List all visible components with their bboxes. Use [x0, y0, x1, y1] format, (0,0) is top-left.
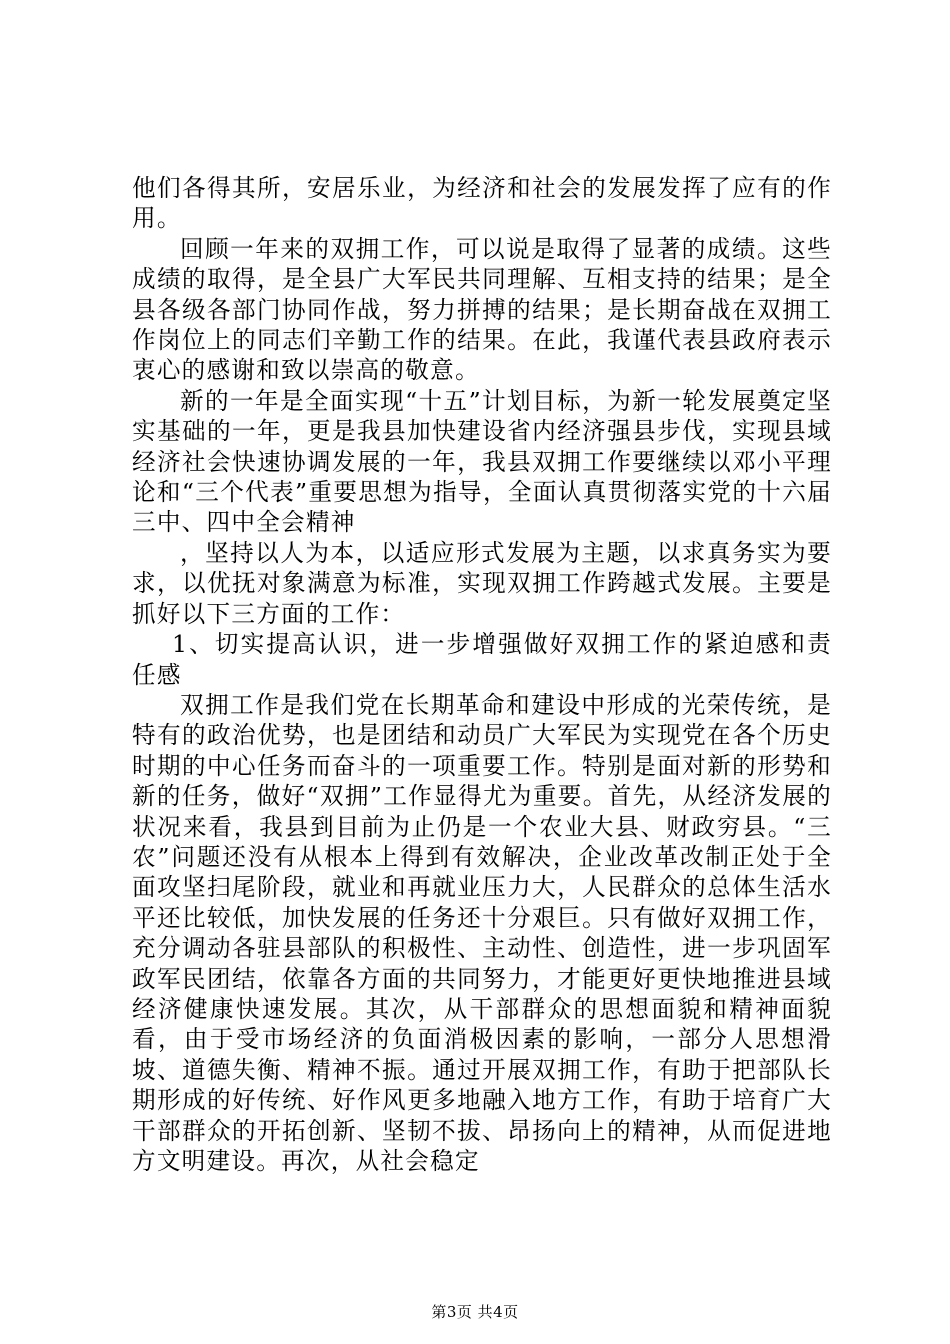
- section-heading-1: 1、切实提高认识，进一步增强做好双拥工作的紧迫感和责任感: [132, 630, 832, 689]
- paragraph-principles: ，坚持以人为本，以适应形式发展为主题，以求真务实为要求，以优抚对象满意为标准，实现双拥工作跨越式发展。主要是抓好以下三方面的工作：: [132, 538, 832, 628]
- page-number-footer: 第3页 共4页: [431, 1303, 519, 1321]
- paragraph-review: 回顾一年来的双拥工作，可以说是取得了显著的成绩。这些成绩的取得，是全县广大军民共同理解、互相支持的结果；是全县各级各部门协同作战，努力拼搏的结果；是长期奋战在双拥工作岗位上的同志们辛勤工作的结果。在此，我谨代表县政府表示衷心的感谢和致以崇高的敬意。: [132, 234, 832, 385]
- paragraph-importance: 双拥工作是我们党在长期革命和建设中形成的光荣传统，是特有的政治优势，也是团结和动员广大军民为实现党在各个历史时期的中心任务而奋斗的一项重要工作。特别是面对新的形势和新的任务，做好“双拥”工作显得尤为重要。首先，从经济发展的状况来看，我县到目前为止仍是一个农业大县、财政穷县。“三农”问题还没有从根本上得到有效解决，企业改革改制正处于全面攻坚扫尾阶段，就业和再就业压力大，人民群众的总体生活水平还比较低，加快发展的任务还十分艰巨。只有做好双拥工作，充分调动各驻县部队的积极性、主动性、创造性，进一步巩固军政军民团结，依靠各方面的共同努力，才能更好更快地推进县域经济健康快速发展。其次，从干部群众的思想面貌和精神面貌看，由于受市场经济的负面消极因素的影响，一部分人思想滑坡、道德失衡、精神不振。通过开展双拥工作，有助于把部队长期形成的好传统、好作风更多地融入地方工作，有助于培育广大干部群众的开拓创新、坚韧不拔、昂扬向上的精神，从而促进地方文明建设。再次，从社会稳定: [132, 690, 832, 1175]
- paragraph-new-year: 新的一年是全面实现“十五”计划目标，为新一轮发展奠定坚实基础的一年，更是我县加快建设省内经济强县步伐，实现县域经济社会快速协调发展的一年，我县双拥工作要继续以邓小平理论和“三个代表”重要思想为指导，全面认真贯彻落实党的十六届三中、四中全会精神: [132, 386, 832, 537]
- document-body: [132, 173, 832, 1176]
- paragraph-continuation: 他们各得其所，安居乐业，为经济和社会的发展发挥了应有的作用。: [132, 174, 832, 233]
